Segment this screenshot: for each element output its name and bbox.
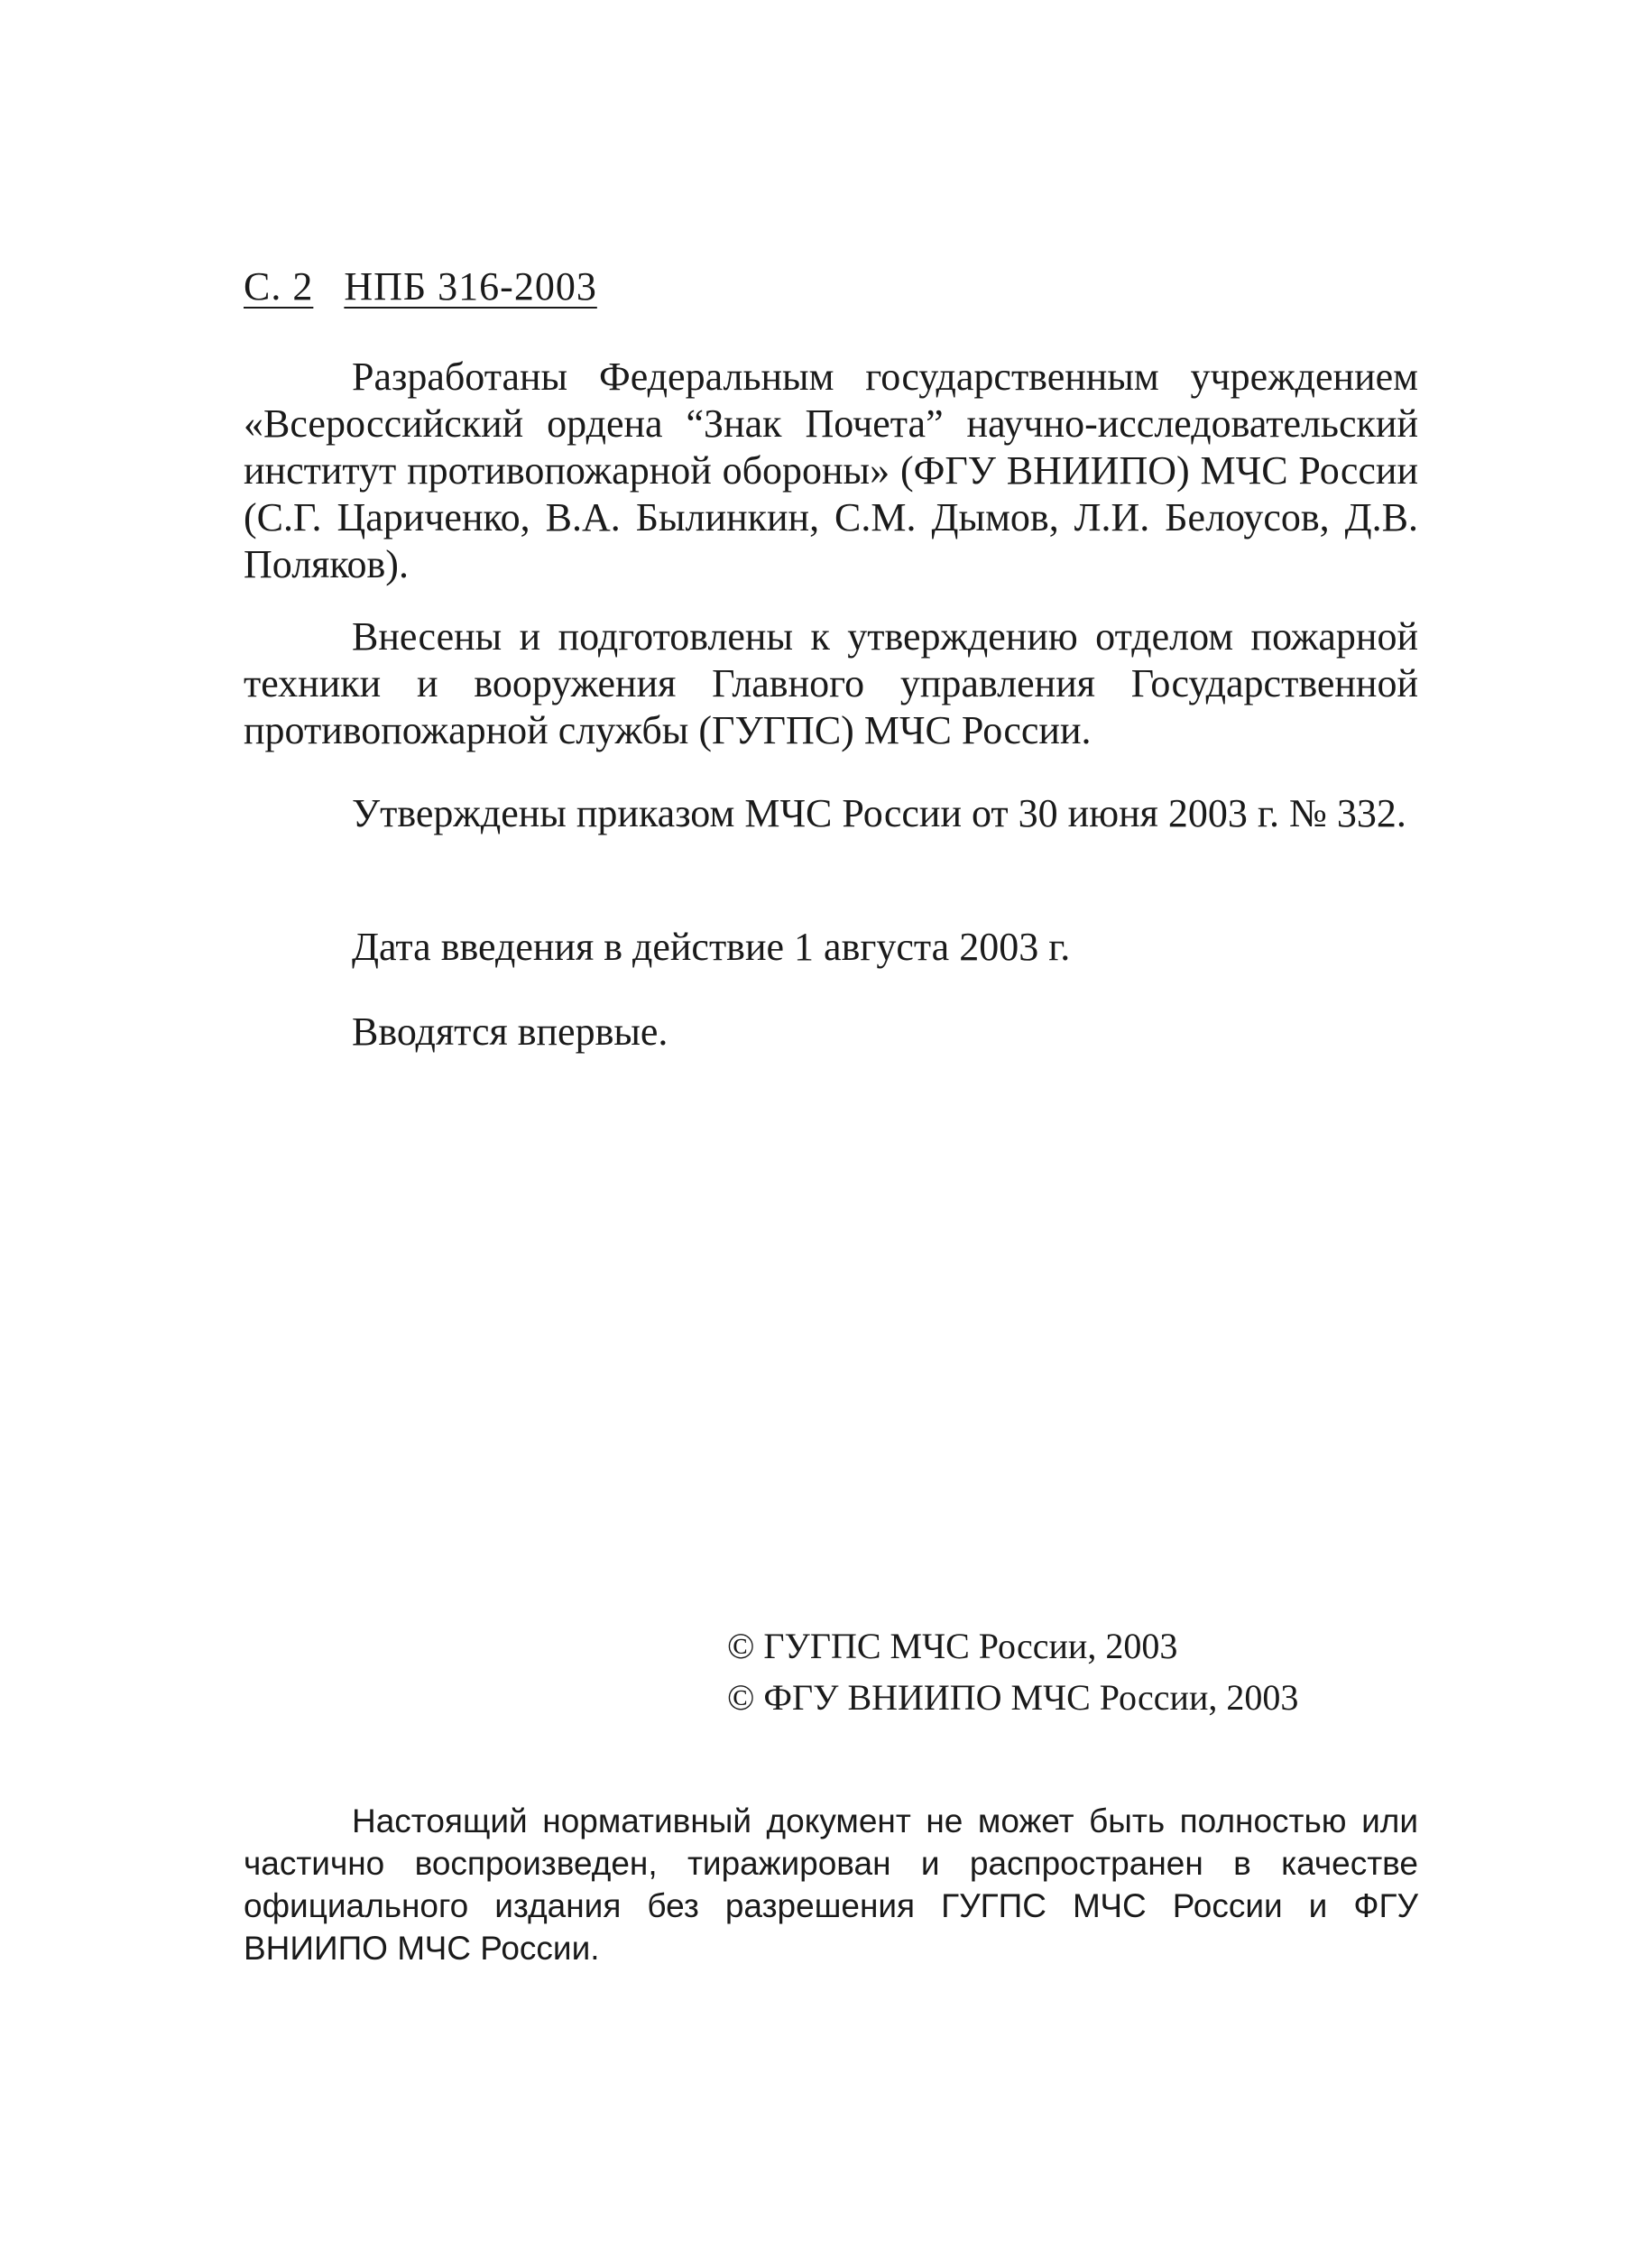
reproduction-notice: Настоящий нормативный документ не может быть полностью или частично воспроизведен, тиражирован и распространен в качестве официального издания без разрешения ГУГПС МЧС России и ФГУ ВНИИПО МЧС России. [244,1802,1418,1967]
introduced-by-paragraph: Внесены и подготовлены к утверждению отделом пожарной техники и вооружения Главного управления Государственной противопожарной службы (ГУГПС) МЧС России. [244,614,1418,752]
copyright-icon: © [727,1677,755,1718]
approved-by-paragraph: Утверждены приказом МЧС России от 30 июня 2003 г. № 332. [352,791,1406,835]
page-number: С. 2 [244,264,314,309]
copyright-icon: © [727,1626,755,1666]
introduced-first-time-paragraph: Вводятся впервые. [352,1010,668,1054]
developed-by-paragraph: Разработаны Федеральным государственным учреждением «Всероссийский ордена “Знак Почета” научно-исследовательский институт противопожарной обороны» (ФГУ ВНИИПО) МЧС России (С.Г. Цариченко, В.А. Былинкин, С.М. Дымов, Л.И. Белоусов, Д.В. Поляков). [244,355,1418,586]
copyright-line-gugps [727,1628,1177,1664]
document-code: НПБ 316-2003 [344,264,597,309]
copyright-line-vniipo [727,1677,1299,1718]
effective-date-paragraph: Дата введения в действие 1 августа 2003 г. [352,925,1071,969]
page-header [244,264,597,309]
copyright-holder-gugps: ГУГПС МЧС России, 2003 [763,1626,1178,1666]
copyright-holder-vniipo: ФГУ ВНИИПО МЧС России, 2003 [763,1677,1299,1718]
